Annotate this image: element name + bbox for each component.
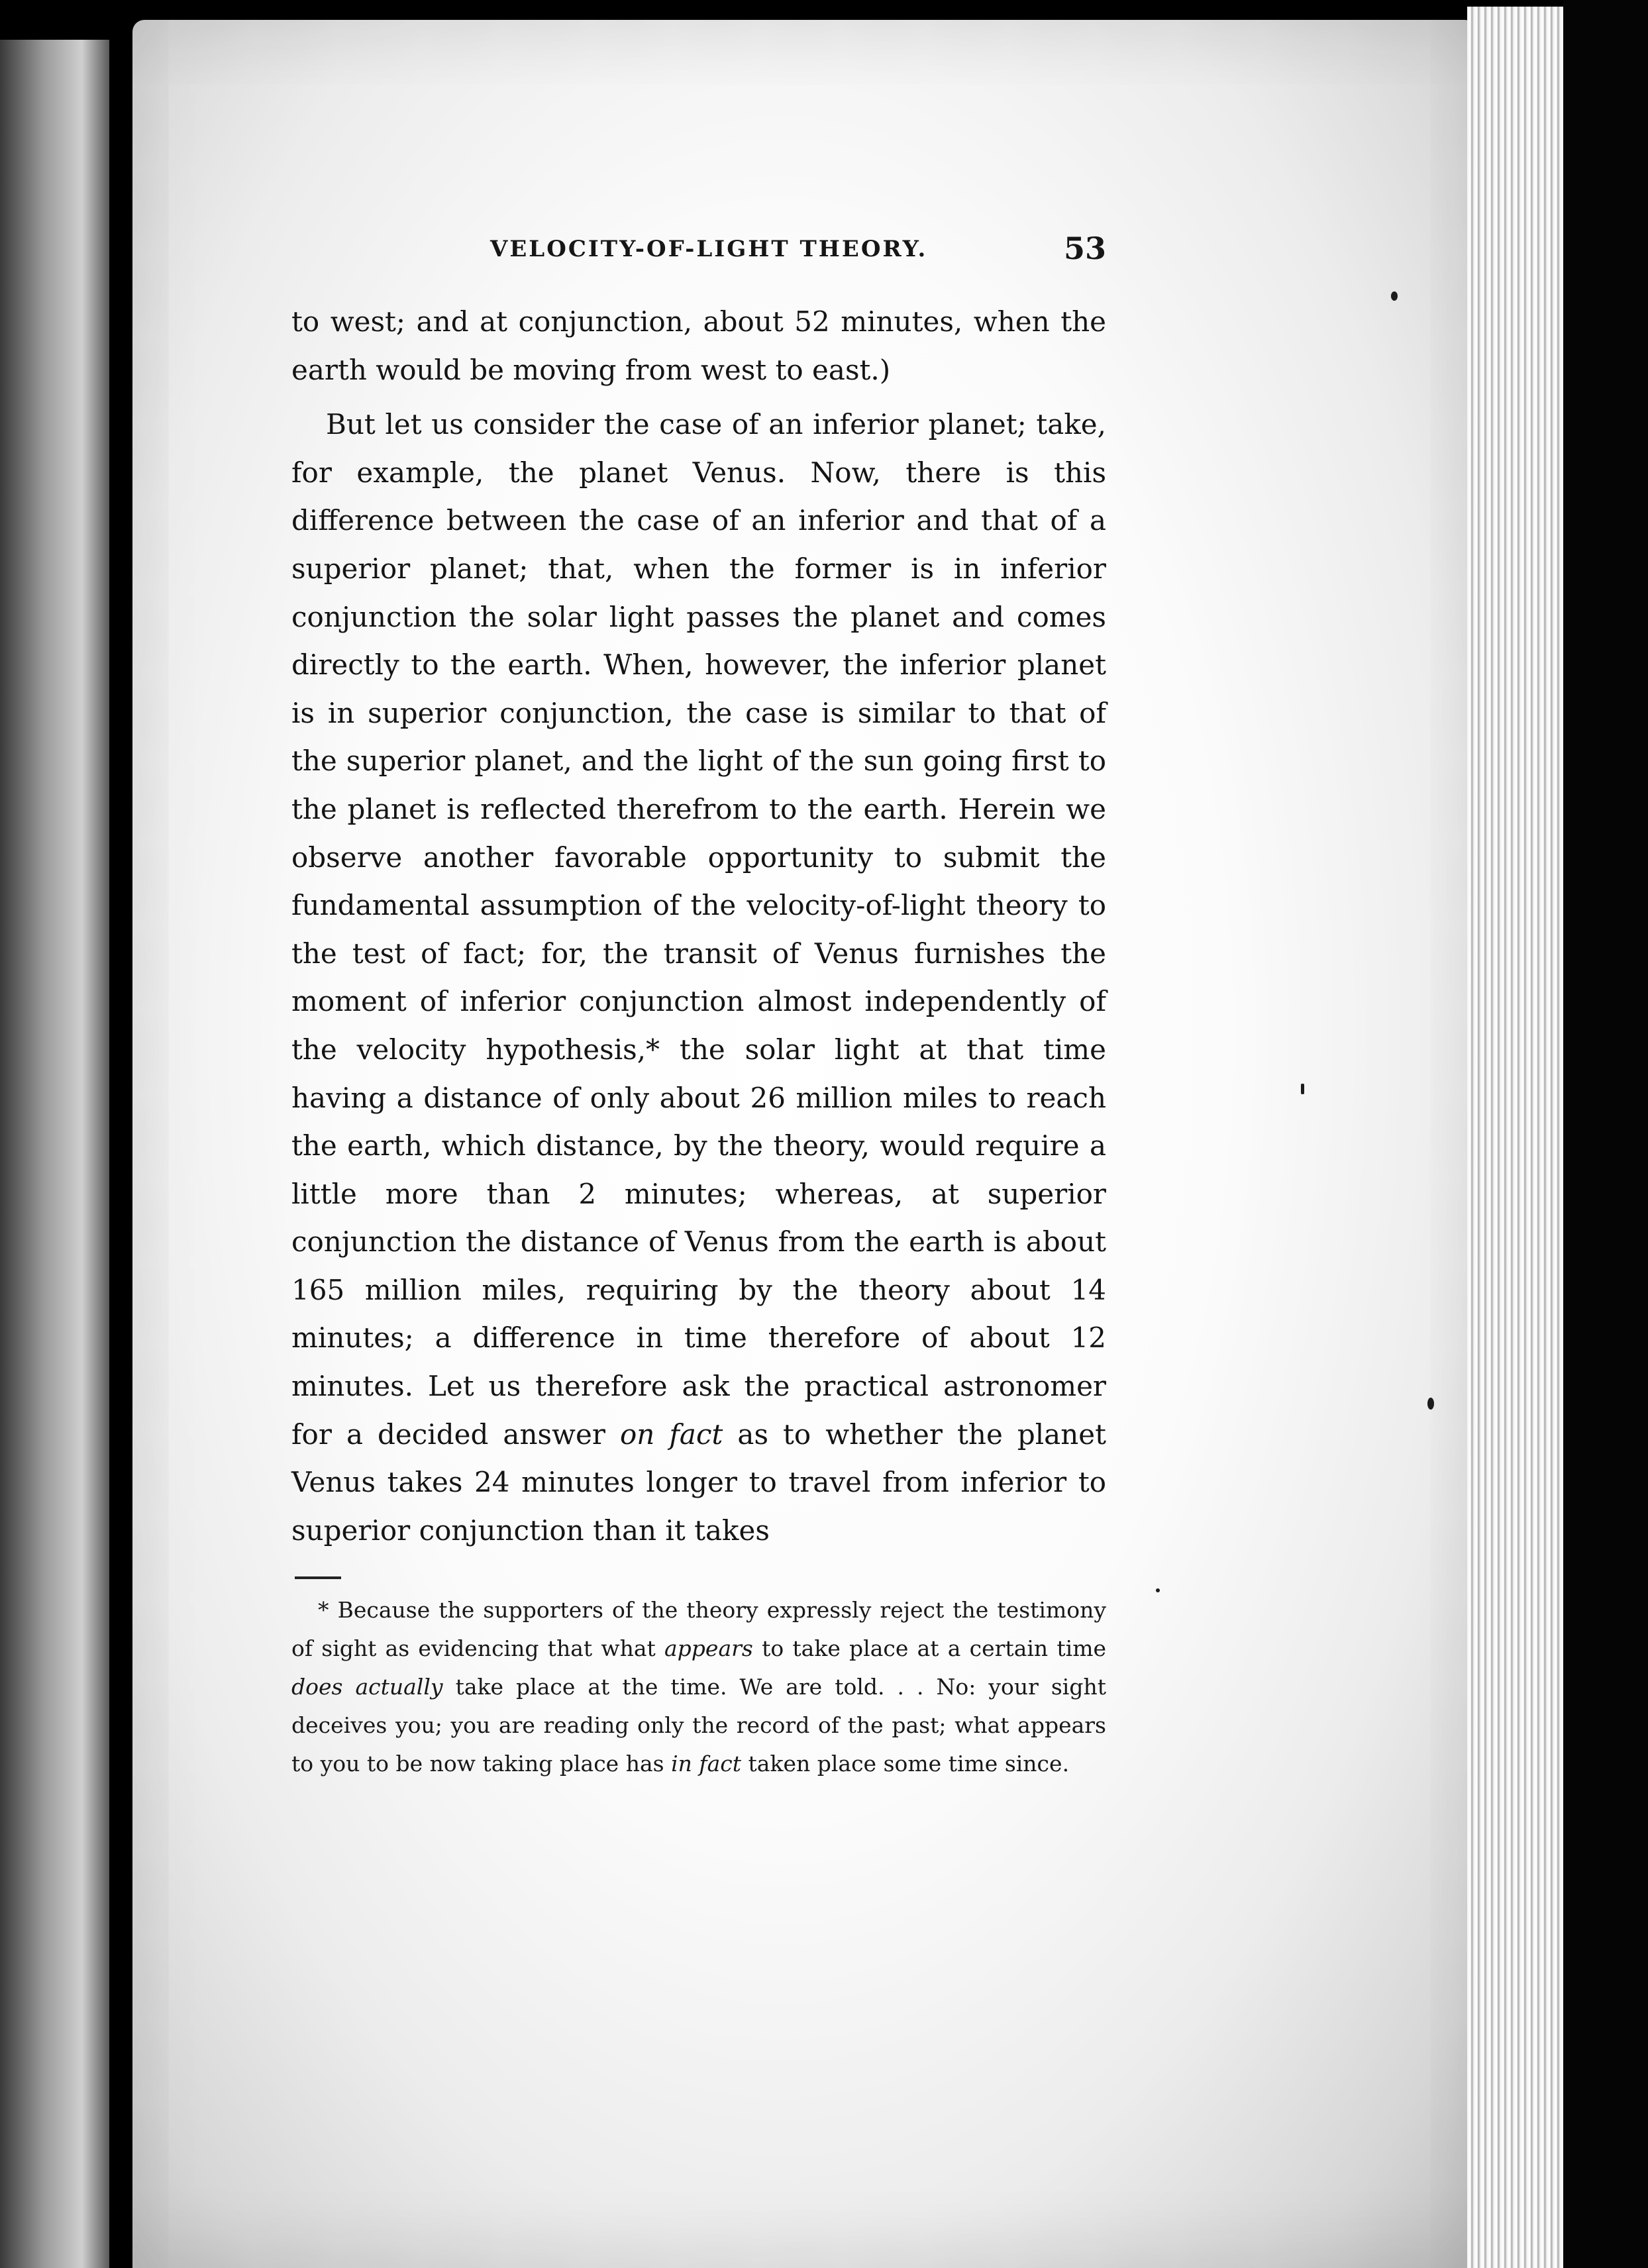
body-text (291, 298, 1106, 1555)
paragraph-venus-text-2: as to whether the planet Venus takes 24 minutes longer to travel from inferior to superior conjunction than it takes (291, 1418, 1106, 1547)
running-title: VELOCITY-OF-LIGHT THEORY. (490, 236, 928, 262)
paragraph-continuation: to west; and at conjunction, about 52 minutes, when the earth would be moving from west to east.) (291, 305, 1106, 386)
footnote-text-1: * Because the supporters of the theory expressly reject the testimony of sight as evidencing that what (291, 1597, 1106, 1661)
ink-speck (1156, 1588, 1160, 1592)
footnote-emphasis-3: in fact (671, 1751, 742, 1777)
footnote (291, 1591, 1106, 1783)
page-stack-edges (1467, 7, 1567, 2268)
ink-speck (1427, 1398, 1434, 1410)
paragraph-venus (291, 401, 1106, 1555)
footnote-emphasis-1: appears (664, 1635, 753, 1661)
paragraph-venus-emphasis: on fact (619, 1418, 723, 1451)
paragraph-venus-text-1: But let us consider the case of an inferior planet; take, for example, the planet Venus. Now, there is this difference between the case of an inferior and that of a superior planet; that, when the former is in inferior conjunction the solar light passes the planet and comes directly to the earth. When, however, the inferior planet is in superior conjunction, the case is similar to that of the superior planet, and the light of the sun going first to the planet is reflected therefrom to the earth. Herein we observe another favorable opportunity to submit the fundamental assumption of the velocity-of-light theory to the test of fact; for, the transit of Venus furnishes the moment of inferior conjunction almost independently of the velocity hypothesis,* the solar light at that time having a distance of only about 26 million miles to reach the earth, which distance, by the theory, would require a little more than 2 minutes; whereas, at superior conjunction the distance of Venus from the earth is about 165 million miles, requiring by the theory about 14 minutes; a difference in time therefore of about 12 minutes. Let us therefore ask the practical astronomer for a decided answer (291, 408, 1106, 1451)
ink-speck (1391, 291, 1398, 301)
footnote-rule (295, 1576, 341, 1579)
page-number: 53 (1063, 231, 1106, 266)
footnote-text-3: take place at the time. We are told. . . No: your sight deceives you; you are reading only the record of the past; what appears to you to be now taking place has (291, 1674, 1106, 1777)
footnote-text-4: taken place some time since. (748, 1751, 1070, 1777)
previous-page-edge (0, 40, 109, 2268)
footnote-emphasis-2: does actually (291, 1674, 443, 1700)
page-header (490, 231, 1106, 270)
footnote-text-2: to take place at a certain time (762, 1635, 1107, 1661)
ink-speck (1301, 1084, 1304, 1094)
book-cover-edge (1563, 0, 1648, 2268)
